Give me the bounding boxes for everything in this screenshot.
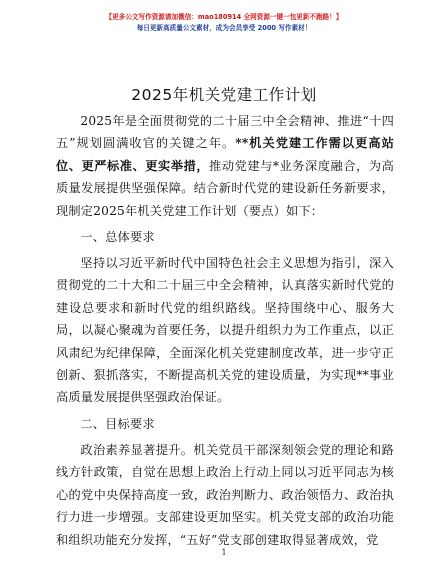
intro-text-part1: 2025年是全面贯彻党的二十届三中全会精神、推进“十四五”规划圆满收官的关键之年。 <box>56 114 394 151</box>
section2-heading: 二、目标要求 <box>80 416 155 431</box>
promo-banner-line1: 【更多公文写作资源请加微信：mao180914 全网资源一键一包更新不跑路！】 <box>105 13 343 21</box>
page-number: 1 <box>221 548 227 557</box>
promo-banner <box>0 12 448 34</box>
document-title: 2025年机关党建工作计划 <box>131 86 317 104</box>
intro-text-part2: 推动党建与*业务深度融合，为高质量发展提供坚强保障。结合新时代党的建设新任务新要求，现制定2025年机关党建工作计划（要点）如下： <box>56 158 394 218</box>
intro-text-bold: **机关党建工作需以更高站位、更严标准、更实举措， <box>56 136 394 173</box>
section1-heading: 一、总体要求 <box>80 230 155 245</box>
document-body <box>56 110 394 551</box>
promo-banner-line2: 每日更新高质量公文素材，成为会员享受 2000 写作素材！ <box>136 24 312 32</box>
section1-paragraph: 坚持以习近平新时代中国特色社会主义思想为指引，深入贯彻党的二十大和二十届三中全会精神，认真落实新时代党的建设总要求和新时代党的组织路线。坚持围绕中心、服务大局，以凝心聚魂为首要任务，以提升组织力为工作重点，以正风肃纪为纪律保障，全面深化机关党建制度改革，进一步守正创新、狠抓落实，不断提高机关党的建设质量，为实现**事业高质量发展提供坚强政治保证。 <box>56 256 394 405</box>
intro-paragraph <box>56 110 394 222</box>
section2-paragraph: 政治素养显著提升。机关党员干部深刻领会党的理论和路线方针政策，自觉在思想上政治上行动上同以习近平同志为核心的党中央保持高度一致，政治判断力、政治领悟力、政治执行力进一步增强。支部建设更加坚实。机关党支部的政治功能和组织功能充分发挥，“五好”党支部创建取得显著成效，党 <box>56 442 394 547</box>
